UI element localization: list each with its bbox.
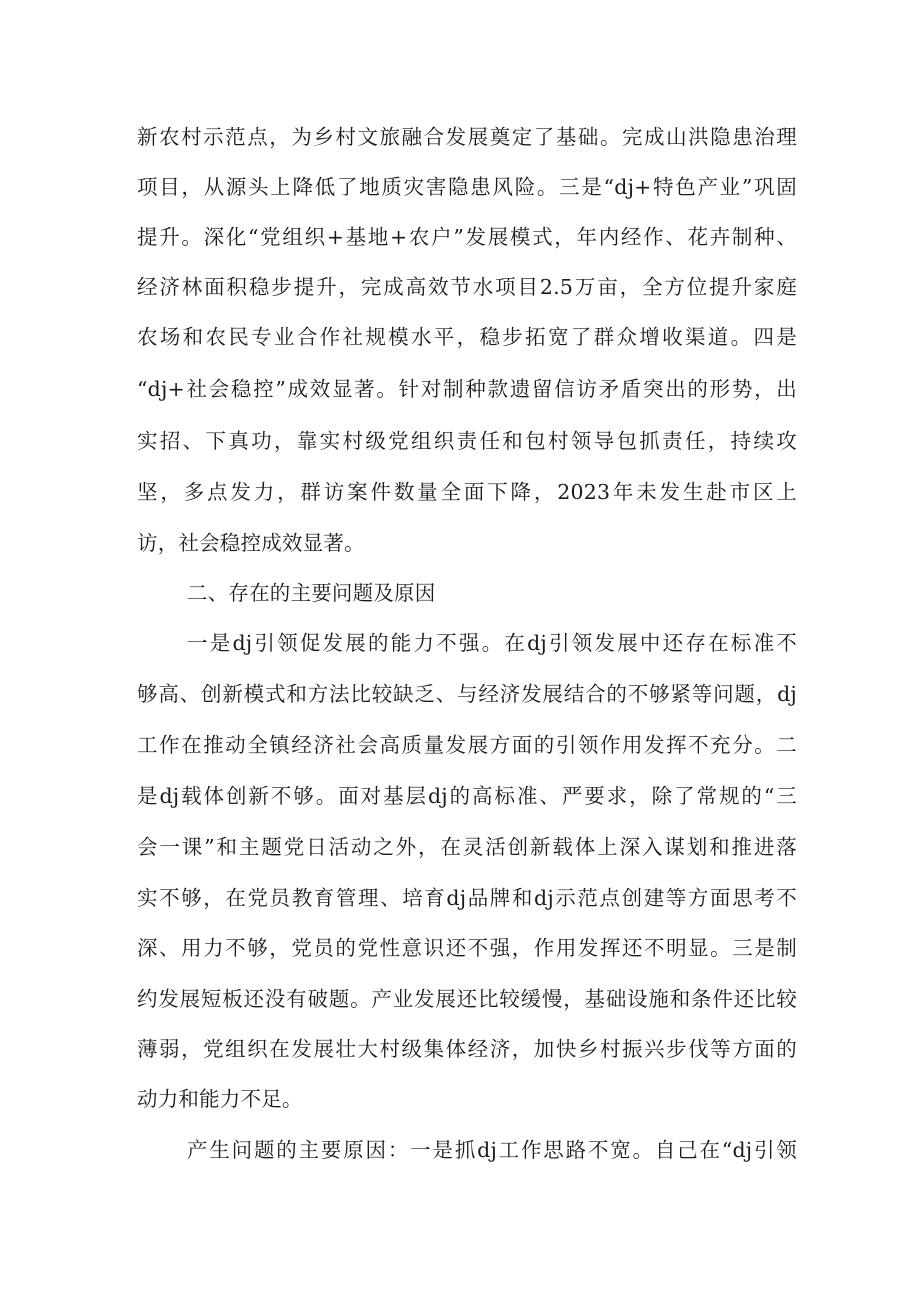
paragraph-line: “dj+社会稳控”成效显著。针对制种款遗留信访矛盾突出的形势，出 xyxy=(137,377,797,401)
paragraph-line: 产生问题的主要原因：一是抓dj工作思路不宽。自己在“dj引领 xyxy=(187,1138,797,1162)
paragraph-line: 提升。深化“党组织+基地+农户”发展模式，年内经作、花卉制种、 xyxy=(137,225,797,249)
paragraph-line: 新农村示范点，为乡村文旅融合发展奠定了基础。完成山洪隐患治理 xyxy=(137,125,797,149)
paragraph-line: 会一课”和主题党日活动之外，在灵活创新载体上深入谋划和推进落 xyxy=(137,835,797,859)
paragraph-line: 农场和农民专业合作社规模水平，稳步拓宽了群众增收渠道。四是 xyxy=(137,325,797,349)
paragraph-line: 够高、创新模式和方法比较缺乏、与经济发展结合的不够紧等问题，dj xyxy=(137,682,797,706)
paragraph-line: 坚，多点发力，群访案件数量全面下降，2023年未发生赴市区上 xyxy=(137,480,797,504)
paragraph-line: 经济林面积稳步提升，完成高效节水项目2.5万亩，全方位提升家庭 xyxy=(137,275,797,299)
paragraph-line: 项目，从源头上降低了地质灾害隐患风险。三是“dj+特色产业”巩固 xyxy=(137,175,797,199)
paragraph-line: 一是dj引领促发展的能力不强。在dj引领发展中还存在标准不 xyxy=(187,631,797,655)
paragraph-line: 动力和能力不足。 xyxy=(137,1087,303,1111)
paragraph-line: 薄弱，党组织在发展壮大村级集体经济，加快乡村振兴步伐等方面的 xyxy=(137,1037,797,1061)
paragraph-line: 实不够，在党员教育管理、培育dj品牌和dj示范点创建等方面思考不 xyxy=(137,886,797,910)
paragraph-line: 访，社会稳控成效显著。 xyxy=(137,531,365,555)
paragraph-line: 是dj载体创新不够。面对基层dj的高标准、严要求，除了常规的“三 xyxy=(137,784,797,808)
section-heading: 二、存在的主要问题及原因 xyxy=(187,581,436,605)
paragraph-line: 工作在推动全镇经济社会高质量发展方面的引领作用发挥不充分。二 xyxy=(137,733,797,757)
paragraph-line: 约发展短板还没有破题。产业发展还比较缓慢，基础设施和条件还比较 xyxy=(137,987,797,1011)
paragraph-line: 深、用力不够，党员的党性意识还不强，作用发挥还不明显。三是制 xyxy=(137,936,797,960)
paragraph-line: 实招、下真功，靠实村级党组织责任和包村领导包抓责任，持续攻 xyxy=(137,429,797,453)
